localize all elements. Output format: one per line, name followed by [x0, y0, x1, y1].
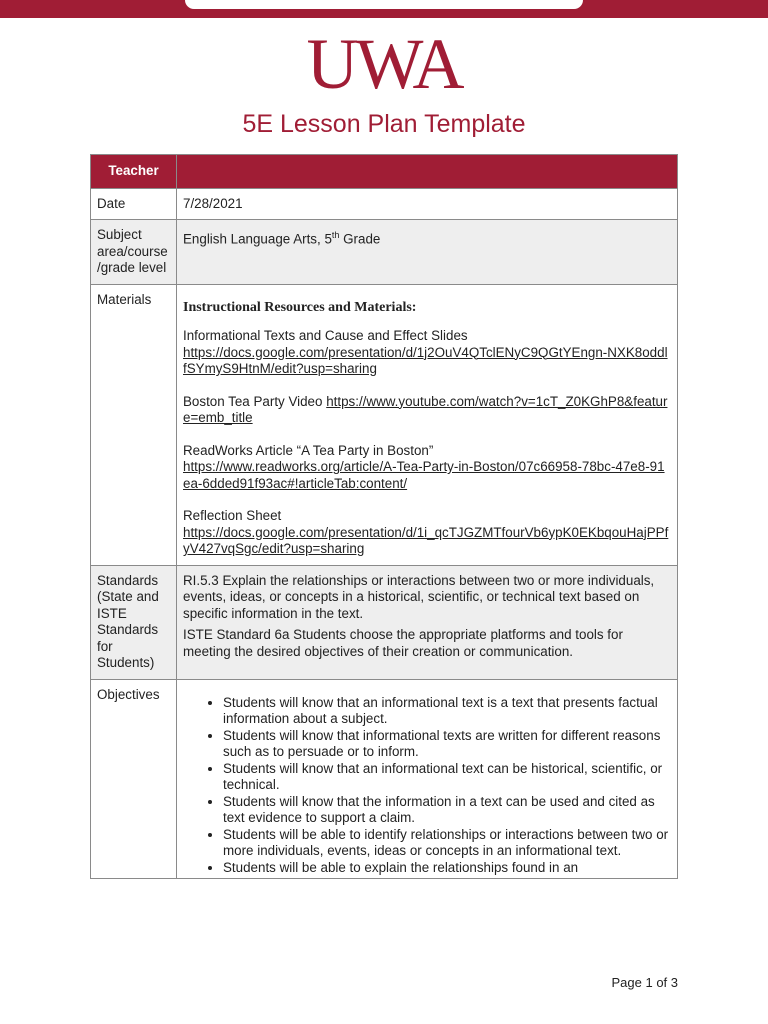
standards-value: [177, 565, 678, 679]
resource-text: ReadWorks Article “A Tea Party in Boston”: [183, 442, 434, 458]
resource-item: [183, 394, 671, 427]
materials-row: [91, 284, 678, 565]
objectives-list: [183, 695, 671, 877]
date-row: [91, 188, 678, 220]
teacher-value: [177, 155, 678, 189]
subject-value-sup: th: [331, 230, 340, 240]
standards-label: Standards (State and ISTE Standards for Students): [91, 565, 177, 679]
teacher-label: Teacher: [91, 155, 177, 189]
lesson-plan-table: [90, 154, 678, 879]
subject-value-prefix: English Language Arts, 5: [183, 231, 332, 247]
subject-value-suffix: Grade: [339, 231, 381, 247]
resource-item: [183, 443, 671, 493]
objective-item: • Students will know that informational texts are written for different reasons such as to persuade or to inform.: [223, 728, 671, 761]
resource-item: [183, 508, 671, 558]
resource-link[interactable]: https://www.youtube.com/watch?v=1cT_Z0KGhP8&feature=emb_title: [183, 393, 668, 425]
objective-item: • Students will know that an informational text is a text that presents factual information about a subject.: [223, 695, 671, 728]
standards-row: [91, 565, 678, 679]
materials-heading: Instructional Resources and Materials:: [183, 299, 417, 315]
resource-link[interactable]: https://www.readworks.org/article/A-Tea-Party-in-Boston/07c66958-78bc-47e8-91ea-6dded91f93ac#!articleTab:content/: [183, 459, 665, 491]
objective-item: • Students will be able to explain the relationships found in an: [223, 860, 671, 877]
page-title: 5E Lesson Plan Template: [242, 110, 526, 138]
resource-text: Reflection Sheet: [183, 508, 282, 523]
resource-text: Boston Tea Party Video: [183, 393, 323, 409]
date-value: 7/28/2021: [177, 188, 678, 220]
materials-label: Materials: [91, 284, 177, 565]
resource-text: Informational Texts and Cause and Effect Slides: [183, 328, 468, 343]
uwa-logo: UWA: [306, 24, 462, 104]
top-band-notch: [185, 0, 583, 9]
standard-item: ISTE Standard 6a Students choose the appropriate platforms and tools for meeting the desired objectives of their creation or communication.: [183, 627, 623, 659]
page-number: Page 1 of 3: [611, 975, 678, 990]
objectives-row: [91, 679, 678, 879]
teacher-row: [91, 155, 678, 189]
subject-row: [91, 220, 678, 285]
objectives-value: [177, 679, 678, 879]
objective-item: • Students will know that an informational text can be historical, scientific, or technical.: [223, 761, 671, 794]
objective-item: • Students will be able to identify relationships or interactions between two or more individuals, events, ideas or concepts in an informational text.: [223, 827, 671, 860]
objectives-label: Objectives: [91, 679, 177, 879]
resource-link[interactable]: https://docs.google.com/presentation/d/1j2OuV4QTclENyC9QGtYEngn-NXK8oddlfSYmyS9HtnM/edit?usp=sharing: [183, 344, 668, 376]
resource-item: [183, 328, 671, 378]
standard-item: RI.5.3 Explain the relationships or interactions between two or more individuals, events, ideas, or concepts in a historical, scientific, or technical text based on specific information in the text.: [183, 572, 655, 621]
materials-value: [177, 284, 678, 565]
objective-item: • Students will know that the information in a text can be used and cited as text evidence to support a claim.: [223, 794, 671, 827]
date-label: Date: [91, 188, 177, 220]
subject-label: Subject area/course /grade level: [91, 220, 177, 285]
subject-value: [177, 220, 678, 285]
resource-link[interactable]: https://docs.google.com/presentation/d/1i_qcTJGZMTfourVb6ypK0EKbqouHajPPfyV427vqSgc/edit?usp=sharing: [183, 524, 669, 556]
